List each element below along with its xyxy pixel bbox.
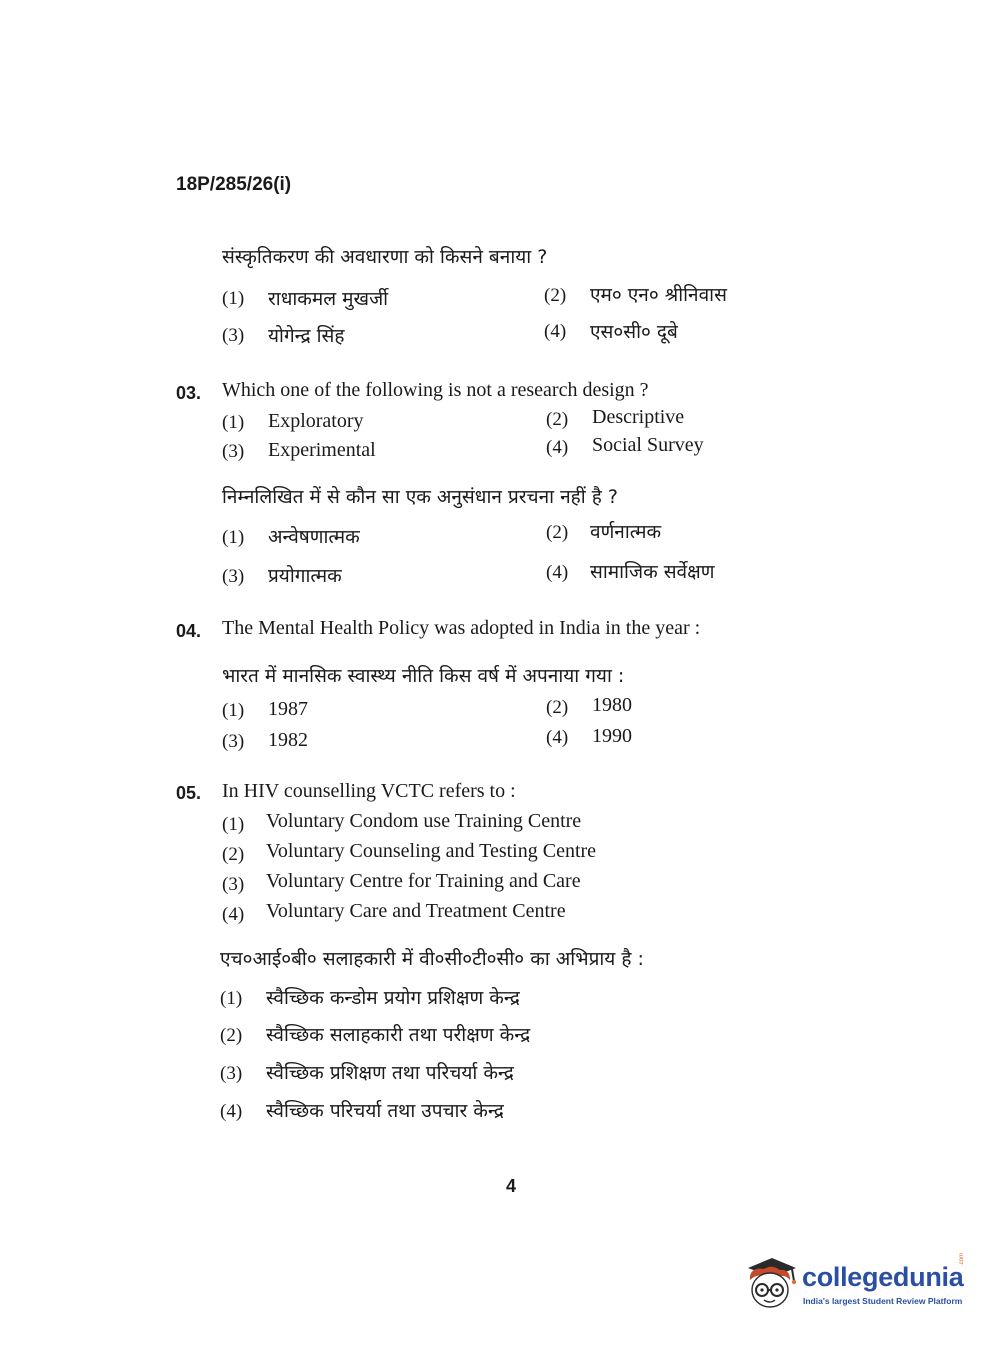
page-number: 4 <box>506 1176 517 1196</box>
q04-question: The Mental Health Policy was adopted in India in the year : <box>222 617 701 639</box>
q04-option-4-num: (4) <box>546 727 569 748</box>
q04-number: 04. <box>176 621 202 641</box>
q03-option-4-num: (4) <box>546 437 569 458</box>
q03-option-3-num: (3) <box>222 441 245 462</box>
q05-number: 05. <box>176 783 202 803</box>
q05-option-2-num: (2) <box>222 844 245 865</box>
q03-option-1-num: (1) <box>222 412 245 433</box>
q05-hindi-option-1-num: (1) <box>220 988 243 1009</box>
q05-question: In HIV counselling VCTC refers to : <box>222 780 516 802</box>
q03-hindi-option-4: सामाजिक सर्वेक्षण <box>590 561 715 583</box>
q05-option-1-num: (1) <box>222 814 245 835</box>
q05-hindi-option-3-num: (3) <box>220 1063 243 1084</box>
q04-option-1: 1987 <box>268 698 308 720</box>
q05-option-1: Voluntary Condom use Training Centre <box>266 810 582 832</box>
q05-hindi-option-3: स्वैच्छिक प्रशिक्षण तथा परिचर्या केन्द्र <box>266 1062 514 1084</box>
q03-option-4: Social Survey <box>592 434 704 456</box>
q03-hindi-option-2-num: (2) <box>546 522 569 543</box>
q03-option-2-num: (2) <box>546 409 569 430</box>
q05-option-4-num: (4) <box>222 904 245 925</box>
brand-name: collegedunia <box>802 1262 964 1292</box>
paper-code: 18P/285/26(i) <box>176 174 292 195</box>
q03-hindi-option-1-num: (1) <box>222 527 245 548</box>
q03-option-2: Descriptive <box>592 406 685 428</box>
q02-hindi-question: संस्कृतिकरण की अवधारणा को किसने बनाया ? <box>222 246 548 268</box>
q04-option-2: 1980 <box>592 694 632 716</box>
q05-hindi-option-1: स्वैच्छिक कन्डोम प्रयोग प्रशिक्षण केन्द्र <box>266 987 520 1009</box>
q05-hindi-question: एच०आई०बी० सलाहकारी में वी०सी०टी०सी० का अभिप्राय है : <box>220 948 644 970</box>
brand-tagline: India's largest Student Review Platform <box>803 1296 963 1306</box>
q05-hindi-option-2-num: (2) <box>220 1025 243 1046</box>
q02-hindi-option-4: एस०सी० दूबे <box>590 321 678 343</box>
q03-hindi-option-4-num: (4) <box>546 562 569 583</box>
q04-hindi-question: भारत में मानसिक स्वास्थ्य नीति किस वर्ष में अपनाया गया : <box>222 665 625 687</box>
q05-option-3: Voluntary Centre for Training and Care <box>266 870 581 892</box>
q02-hindi-option-1-num: (1) <box>222 288 245 309</box>
q03-option-1: Exploratory <box>268 410 364 432</box>
mascot-icon <box>742 1254 800 1312</box>
q03-hindi-question: निम्नलिखित में से कौन सा एक अनुसंधान प्ररचना नहीं है ? <box>222 486 618 508</box>
q03-hindi-option-3: प्रयोगात्मक <box>268 565 342 587</box>
q04-option-4: 1990 <box>592 725 632 747</box>
q02-hindi-option-2: एम० एन० श्रीनिवास <box>590 284 727 306</box>
q04-option-3: 1982 <box>268 729 308 751</box>
q05-option-4: Voluntary Care and Treatment Centre <box>266 900 566 922</box>
q02-hindi-option-2-num: (2) <box>544 285 567 306</box>
q03-hindi-option-1: अन्वेषणात्मक <box>268 526 360 548</box>
q04-option-3-num: (3) <box>222 731 245 752</box>
q03-option-3: Experimental <box>268 439 376 461</box>
q03-number: 03. <box>176 383 202 403</box>
q02-hindi-option-3: योगेन्द्र सिंह <box>268 325 345 347</box>
q03-question: Which one of the following is not a research design ? <box>222 379 649 401</box>
q05-hindi-option-2: स्वैच्छिक सलाहकारी तथा परीक्षण केन्द्र <box>266 1024 531 1046</box>
q02-hindi-option-4-num: (4) <box>544 321 567 342</box>
q02-hindi-option-3-num: (3) <box>222 325 245 346</box>
q04-option-1-num: (1) <box>222 700 245 721</box>
brand-domain-suffix: .com <box>959 1252 965 1266</box>
q05-hindi-option-4: स्वैच्छिक परिचर्या तथा उपचार केन्द्र <box>266 1100 504 1122</box>
q04-option-2-num: (2) <box>546 697 569 718</box>
q05-option-2: Voluntary Counseling and Testing Centre <box>266 840 597 862</box>
q03-hindi-option-3-num: (3) <box>222 566 245 587</box>
q02-hindi-option-1: राधाकमल मुखर्जी <box>268 288 389 310</box>
q03-hindi-option-2: वर्णनात्मक <box>590 521 662 543</box>
q05-hindi-option-4-num: (4) <box>220 1101 243 1122</box>
q05-option-3-num: (3) <box>222 874 245 895</box>
collegedunia-watermark <box>742 1252 972 1314</box>
